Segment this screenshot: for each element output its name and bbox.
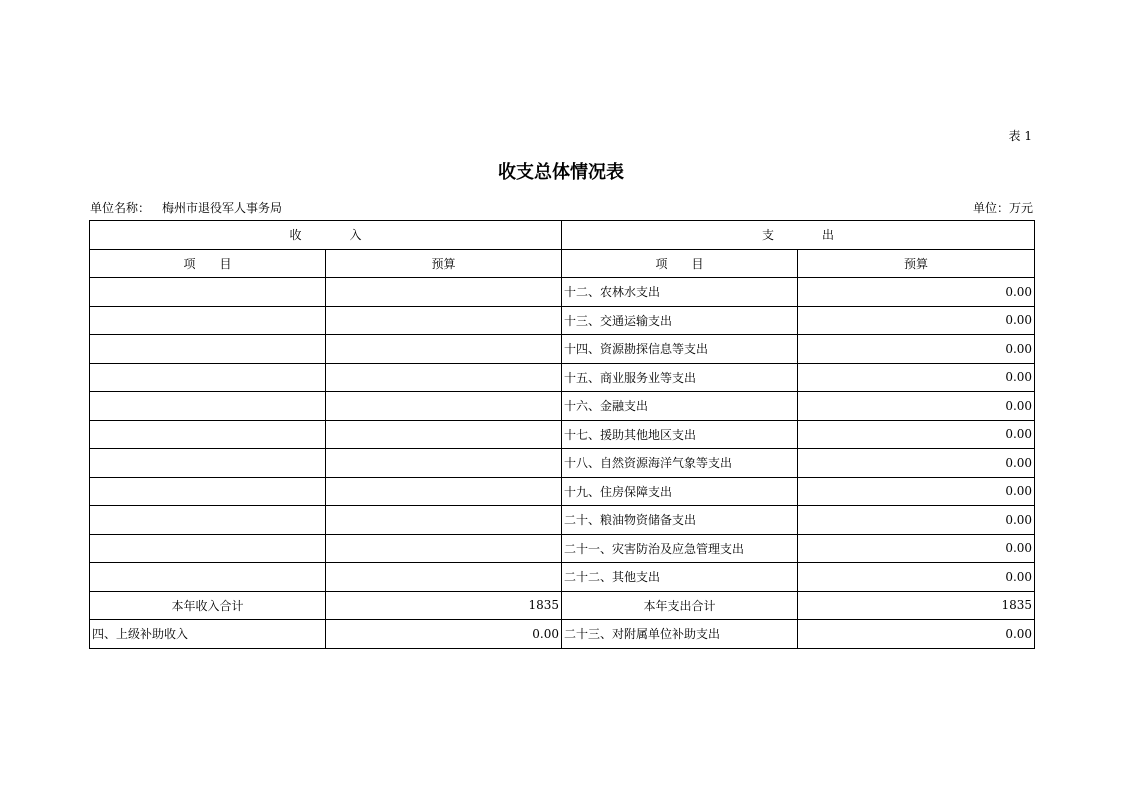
income-budget-cell bbox=[326, 335, 562, 364]
expense-item-cell: 二十二、其他支出 bbox=[562, 563, 798, 592]
income-budget-cell bbox=[326, 278, 562, 307]
table-row bbox=[90, 563, 1035, 592]
expense-budget-cell: 0.00 bbox=[798, 620, 1035, 649]
expense-budget-cell: 0.00 bbox=[798, 506, 1035, 535]
table-row bbox=[90, 534, 1035, 563]
income-item-cell: 四、上级补助收入 bbox=[90, 620, 326, 649]
expense-budget-cell: 0.00 bbox=[798, 449, 1035, 478]
expense-budget-cell: 0.00 bbox=[798, 363, 1035, 392]
expense-header: 支 出 bbox=[562, 221, 1035, 250]
income-item-cell bbox=[90, 392, 326, 421]
income-item-cell bbox=[90, 363, 326, 392]
income-budget-cell bbox=[326, 506, 562, 535]
unit-label: 单位：万元 bbox=[972, 201, 1033, 215]
income-budget-cell bbox=[326, 477, 562, 506]
expense-item-cell: 十二、农林水支出 bbox=[562, 278, 798, 307]
income-budget-cell bbox=[326, 306, 562, 335]
income-item-cell bbox=[90, 335, 326, 364]
expense-total-label: 本年支出合计 bbox=[562, 591, 798, 620]
org-name: 梅州市退役军人事务局 bbox=[162, 201, 283, 215]
income-item-cell bbox=[90, 477, 326, 506]
expense-total-value: 1835 bbox=[798, 591, 1035, 620]
table-row bbox=[90, 506, 1035, 535]
income-total-value: 1835 bbox=[326, 591, 562, 620]
income-budget-cell bbox=[326, 363, 562, 392]
expense-item-cell: 十七、援助其他地区支出 bbox=[562, 420, 798, 449]
table-row bbox=[90, 335, 1035, 364]
expense-item-cell: 二十一、灾害防治及应急管理支出 bbox=[562, 534, 798, 563]
totals-row bbox=[90, 591, 1035, 620]
income-budget-cell bbox=[326, 392, 562, 421]
income-budget-header: 预算 bbox=[326, 249, 562, 278]
expense-item-header: 项 目 bbox=[562, 249, 798, 278]
expense-item-cell: 十五、商业服务业等支出 bbox=[562, 363, 798, 392]
expense-budget-cell: 0.00 bbox=[798, 335, 1035, 364]
table-header-row-2 bbox=[90, 249, 1035, 278]
table-header-row-1 bbox=[90, 221, 1035, 250]
table-row bbox=[90, 306, 1035, 335]
income-budget-cell bbox=[326, 420, 562, 449]
income-item-cell bbox=[90, 534, 326, 563]
table-number: 表 1 bbox=[1008, 129, 1032, 143]
expense-budget-cell: 0.00 bbox=[798, 563, 1035, 592]
table-row bbox=[90, 278, 1035, 307]
expense-item-cell: 二十三、对附属单位补助支出 bbox=[562, 620, 798, 649]
income-budget-cell bbox=[326, 449, 562, 478]
income-item-cell bbox=[90, 306, 326, 335]
table-row bbox=[90, 363, 1035, 392]
income-header: 收 入 bbox=[90, 221, 562, 250]
expense-item-cell: 二十、粮油物资储备支出 bbox=[562, 506, 798, 535]
income-budget-cell bbox=[326, 563, 562, 592]
income-item-cell bbox=[90, 563, 326, 592]
table-row bbox=[90, 392, 1035, 421]
income-item-header: 项 目 bbox=[90, 249, 326, 278]
expense-item-cell: 十三、交通运输支出 bbox=[562, 306, 798, 335]
expense-item-cell: 十八、自然资源海洋气象等支出 bbox=[562, 449, 798, 478]
expense-budget-header: 预算 bbox=[798, 249, 1035, 278]
organization bbox=[90, 199, 282, 216]
income-item-cell bbox=[90, 420, 326, 449]
expense-item-cell: 十九、住房保障支出 bbox=[562, 477, 798, 506]
table-row bbox=[90, 449, 1035, 478]
table-row bbox=[90, 620, 1035, 649]
income-item-cell bbox=[90, 506, 326, 535]
income-item-cell bbox=[90, 278, 326, 307]
expense-budget-cell: 0.00 bbox=[798, 534, 1035, 563]
income-budget-cell bbox=[326, 534, 562, 563]
org-label: 单位名称： bbox=[90, 201, 151, 215]
expense-budget-cell: 0.00 bbox=[798, 278, 1035, 307]
expense-item-cell: 十六、金融支出 bbox=[562, 392, 798, 421]
income-item-cell bbox=[90, 449, 326, 478]
unit-row bbox=[90, 199, 1033, 216]
budget-table bbox=[89, 220, 1035, 649]
page-title: 收支总体情况表 bbox=[498, 162, 624, 183]
expense-item-cell: 十四、资源勘探信息等支出 bbox=[562, 335, 798, 364]
income-budget-cell: 0.00 bbox=[326, 620, 562, 649]
table-row bbox=[90, 420, 1035, 449]
table-row bbox=[90, 477, 1035, 506]
expense-budget-cell: 0.00 bbox=[798, 306, 1035, 335]
expense-budget-cell: 0.00 bbox=[798, 477, 1035, 506]
expense-budget-cell: 0.00 bbox=[798, 420, 1035, 449]
expense-budget-cell: 0.00 bbox=[798, 392, 1035, 421]
income-total-label: 本年收入合计 bbox=[90, 591, 326, 620]
